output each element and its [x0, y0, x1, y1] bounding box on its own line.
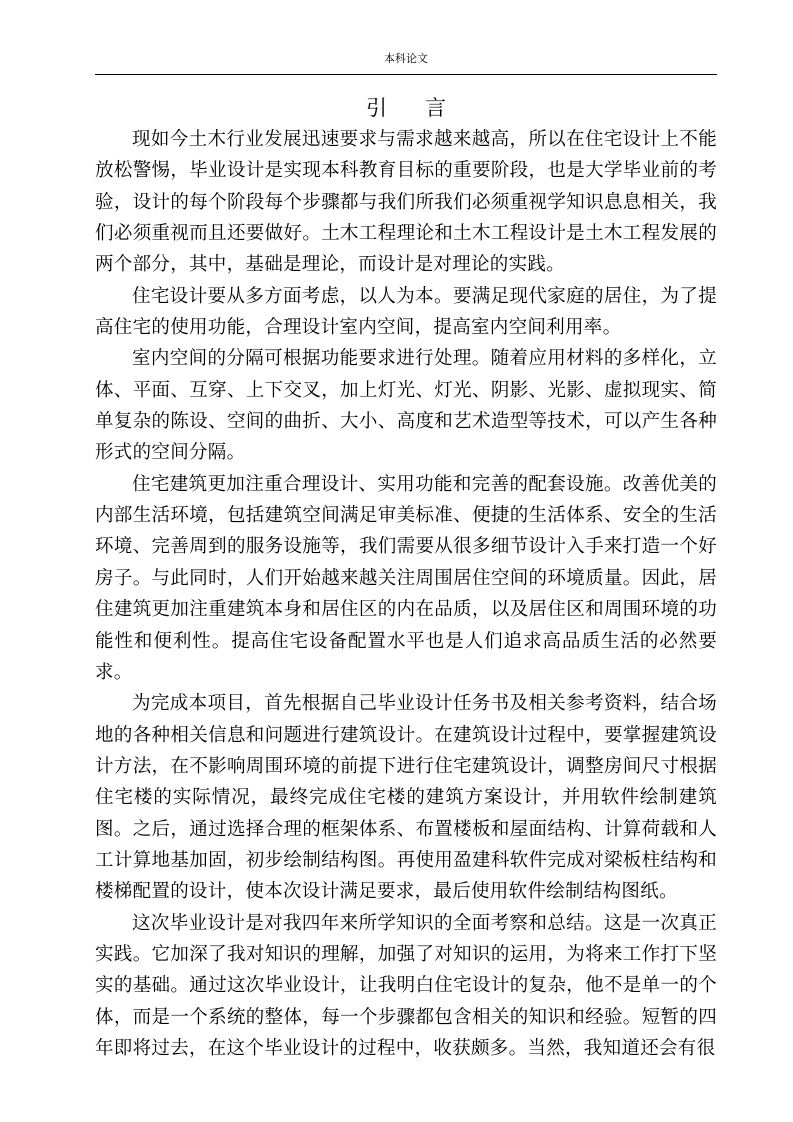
running-header	[95, 52, 717, 75]
running-title: 本科论文	[384, 52, 428, 65]
paragraph-6: 这次毕业设计是对我四年来所学知识的全面考察和总结。这是一次真正实践。它加深了我对知识的理解，加强了对知识的运用，为将来工作打下坚实的基础。通过这次毕业设计，让我明白住宅设计的复杂，他不是单一的个体，而是一个系统的整体，每一个步骤都包含相关的知识和经验。短暂的四年即将过去，在这个毕业设计的过程中，收获颇多。当然，我知道还会有很	[95, 912, 717, 1059]
section-title	[95, 93, 717, 123]
paragraph-3: 室内空间的分隔可根据功能要求进行处理。随着应用材料的多样化，立体、平面、互穿、上下交叉，加上灯光、灯光、阴影、光影、虚拟现实、简单复杂的陈设、空间的曲折、大小、高度和艺术造型等技术，可以产生各种形式的空间分隔。	[95, 348, 717, 464]
paragraph-5: 为完成本项目，首先根据自己毕业设计任务书及相关参考资料，结合场地的各种相关信息和问题进行建筑设计。在建筑设计过程中，要掌握建筑设计方法，在不影响周围环境的前提下进行住宅建筑设计，调整房间尺寸根据住宅楼的实际情况，最终完成住宅楼的建筑方案设计，并用软件绘制建筑图。之后，通过选择合理的框架体系、布置楼板和屋面结构、计算荷载和人工计算地基加固，初步绘制结构图。再使用盈建科软件完成对梁板柱结构和楼梯配置的设计，使本次设计满足要求，最后使用软件绘制结构图纸。	[95, 693, 717, 903]
body-text	[95, 124, 717, 1064]
paragraph-1: 现如今土木行业发展迅速要求与需求越来越高，所以在住宅设计上不能放松警惕，毕业设计是实现本科教育目标的重要阶段，也是大学毕业前的考验，设计的每个阶段每个步骤都与我们所我们必须重视学知识息息相关，我们必须重视而且还要做好。土木工程理论和土木工程设计是土木工程发展的两个部分，其中，基础是理论，而设计是对理论的实践。	[95, 129, 717, 276]
paragraph-2: 住宅设计要从多方面考虑，以人为本。要满足现代家庭的居住，为了提高住宅的使用功能，合理设计室内空间，提高室内空间利用率。	[95, 285, 717, 339]
paragraph-4: 住宅建筑更加注重合理设计、实用功能和完善的配套设施。改善优美的内部生活环境，包括建筑空间满足审美标准、便捷的生活体系、安全的生活环境、完善周到的服务设施等，我们需要从很多细节设计入手来打造一个好房子。与此同时，人们开始越来越关注周围居住空间的环境质量。因此，居住建筑更加注重建筑本身和居住区的内在品质，以及居住区和周围环境的功能性和便利性。提高住宅设备配置水平也是人们追求高品质生活的必然要求。	[95, 473, 717, 683]
section-title-char-1: 引	[366, 96, 387, 120]
section-title-char-2: 言	[425, 96, 446, 120]
